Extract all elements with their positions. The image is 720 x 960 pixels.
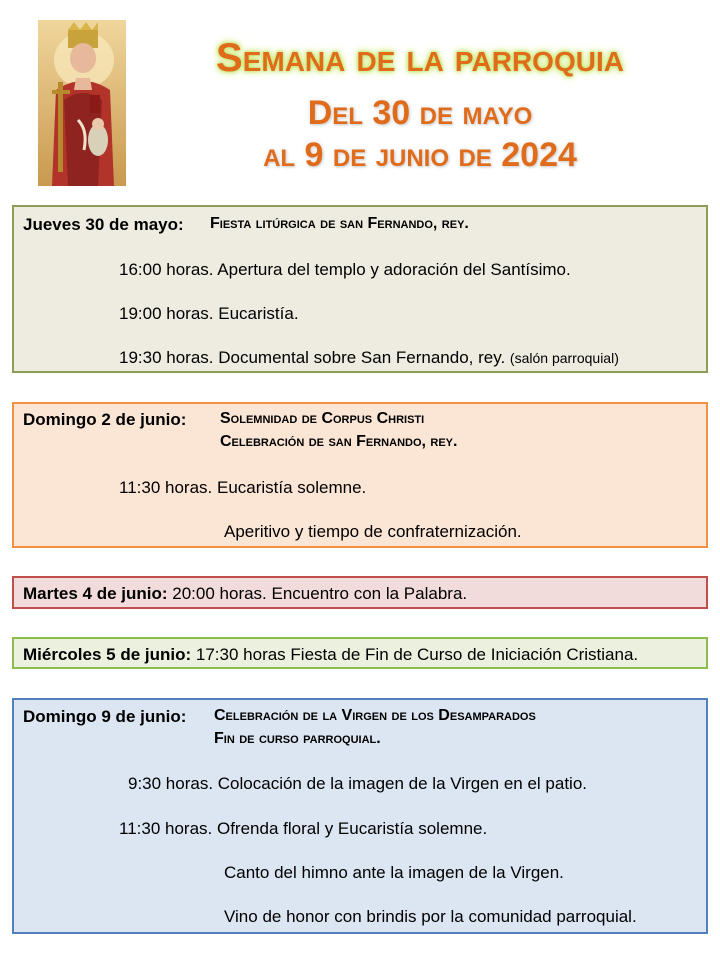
event-item: Canto del himno ante la imagen de la Virgen. [224, 863, 564, 882]
section-feast-secondary: Fin de curso parroquial. [214, 730, 381, 747]
section-text: 20:00 horas. Encuentro con la Palabra. [172, 584, 468, 603]
section-feast: Celebración de la Virgen de los Desamparados [214, 707, 536, 724]
date-range [130, 92, 710, 176]
section-miercoles-5-junio [12, 637, 708, 669]
date-range-line1: Del 30 de mayo [307, 94, 533, 132]
section-day: Miércoles 5 de junio: [23, 645, 192, 664]
section-jueves-30-mayo [12, 205, 708, 373]
event-note: (salón parroquial) [509, 350, 619, 366]
section-martes-4-junio [12, 576, 708, 609]
section-day: Domingo 2 de junio: [23, 410, 187, 429]
event-item: 11:30 horas. Ofrenda floral y Eucaristía solemne. [119, 819, 488, 838]
event-item: 19:00 horas. Eucaristía. [119, 304, 299, 323]
section-day: Jueves 30 de mayo: [23, 215, 184, 234]
section-text: 17:30 horas Fiesta de Fin de Curso de Iniciación Cristiana. [195, 645, 639, 664]
title-text: Semana de la parroquia [216, 36, 624, 80]
section-domingo-9-junio [12, 698, 708, 934]
event-item-text: 19:30 horas. Documental sobre San Fernando, rey. [119, 348, 506, 367]
event-item: Aperitivo y tiempo de confraternización. [224, 522, 522, 541]
event-item: 16:00 horas. Apertura del templo y adoración del Santísimo. [119, 260, 571, 279]
date-range-line2: al 9 de junio de 2024 [263, 136, 577, 174]
section-day: Domingo 9 de junio: [23, 707, 187, 726]
event-item: Vino de honor con brindis por la comunidad parroquial. [224, 907, 637, 926]
section-day: Martes 4 de junio: [23, 584, 168, 603]
page-title [130, 34, 710, 82]
section-row [23, 645, 638, 665]
saint-fernando-image [38, 20, 126, 186]
event-item: 9:30 horas. Colocación de la imagen de la Virgen en el patio. [128, 774, 587, 793]
section-row [23, 584, 467, 604]
section-feast: Solemnidad de Corpus Christi [220, 410, 425, 427]
event-item: 11:30 horas. Eucaristía solemne. [119, 478, 367, 497]
section-feast-secondary: Celebración de san Fernando, rey. [220, 433, 458, 450]
section-feast: Fiesta litúrgica de san Fernando, rey. [210, 215, 469, 232]
event-item [119, 348, 619, 368]
section-domingo-2-junio [12, 402, 708, 548]
